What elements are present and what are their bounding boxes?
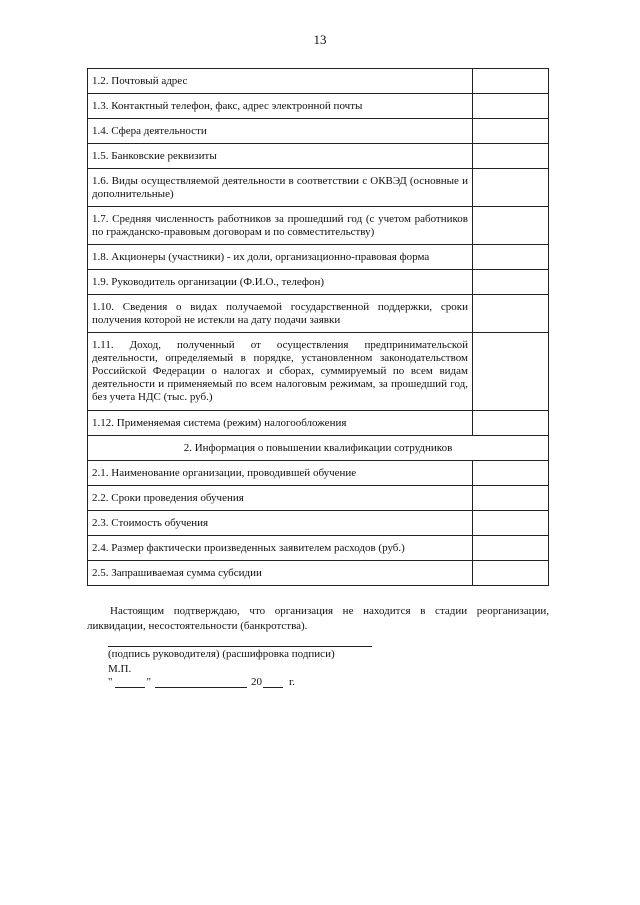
table-row xyxy=(88,333,549,411)
table-row xyxy=(88,461,549,486)
row-value-2-3[interactable] xyxy=(473,511,549,536)
month-blank[interactable] xyxy=(155,676,247,688)
row-value-2-1[interactable] xyxy=(473,461,549,486)
stamp-label: М.П. xyxy=(108,663,132,675)
application-form-table xyxy=(87,68,549,586)
row-label-2-1: 2.1. Наименование организации, проводившей обучение xyxy=(88,461,473,486)
row-value-1-8[interactable] xyxy=(473,245,549,270)
page-number: 13 xyxy=(313,32,327,47)
section-header-row xyxy=(88,436,549,461)
table-row xyxy=(88,486,549,511)
row-label-1-7: 1.7. Средняя численность работников за прошедший год (с учетом работников по гражданско-правовым договорам и по совместительству) xyxy=(88,207,473,245)
table-row xyxy=(88,169,549,207)
row-value-1-7[interactable] xyxy=(473,207,549,245)
row-label-1-2: 1.2. Почтовый адрес xyxy=(88,69,473,94)
row-label-1-8: 1.8. Акционеры (участники) - их доли, организационно-правовая форма xyxy=(88,245,473,270)
table-row xyxy=(88,144,549,169)
table-row xyxy=(88,245,549,270)
row-label-2-5: 2.5. Запрашиваемая сумма субсидии xyxy=(88,561,473,586)
table-row xyxy=(88,119,549,144)
table-row xyxy=(88,536,549,561)
table-row xyxy=(88,561,549,586)
row-label-1-5: 1.5. Банковские реквизиты xyxy=(88,144,473,169)
table-row xyxy=(88,511,549,536)
date-row xyxy=(108,676,295,688)
section-2-title: 2. Информация о повышении квалификации сотрудников xyxy=(88,436,549,461)
row-label-1-9: 1.9. Руководитель организации (Ф.И.О., телефон) xyxy=(88,270,473,295)
row-value-1-10[interactable] xyxy=(473,295,549,333)
row-value-1-6[interactable] xyxy=(473,169,549,207)
table-row xyxy=(88,270,549,295)
row-value-1-3[interactable] xyxy=(473,94,549,119)
year-blank[interactable] xyxy=(263,676,283,688)
row-value-1-11[interactable] xyxy=(473,333,549,411)
row-label-1-4: 1.4. Сфера деятельности xyxy=(88,119,473,144)
row-value-1-5[interactable] xyxy=(473,144,549,169)
row-label-1-10: 1.10. Сведения о видах получаемой государственной поддержки, сроки получения которой не истекли на дату подачи заявки xyxy=(88,295,473,333)
row-label-2-4: 2.4. Размер фактически произведенных заявителем расходов (руб.) xyxy=(88,536,473,561)
row-value-2-5[interactable] xyxy=(473,561,549,586)
signature-line[interactable] xyxy=(108,646,372,647)
row-value-2-4[interactable] xyxy=(473,536,549,561)
year-prefix: 20 xyxy=(251,676,262,688)
date-quote-open: " xyxy=(108,676,113,688)
year-suffix: г. xyxy=(289,676,296,688)
table-row xyxy=(88,94,549,119)
row-value-1-2[interactable] xyxy=(473,69,549,94)
signature-caption: (подпись руководителя) (расшифровка подписи) xyxy=(108,648,335,660)
date-quote-close: " xyxy=(146,676,151,688)
table-row xyxy=(88,69,549,94)
row-value-2-2[interactable] xyxy=(473,486,549,511)
day-blank[interactable] xyxy=(115,676,145,688)
table-row xyxy=(88,295,549,333)
row-value-1-9[interactable] xyxy=(473,270,549,295)
table-row xyxy=(88,411,549,436)
row-label-1-11: 1.11. Доход, полученный от осуществления предпринимательской деятельности, определяемый в порядке, установленном законодательством Российской Федерации о налогах и сборах, суммируемый по всем видам деятельности и применяемый по всем налоговым режимам, за прошедший год, без учета НДС (тыс. руб.) xyxy=(88,333,473,411)
row-label-1-6: 1.6. Виды осуществляемой деятельности в соответствии с ОКВЭД (основные и дополнительные) xyxy=(88,169,473,207)
row-value-1-4[interactable] xyxy=(473,119,549,144)
row-label-1-12: 1.12. Применяемая система (режим) налогообложения xyxy=(88,411,473,436)
row-label-1-3: 1.3. Контактный телефон, факс, адрес электронной почты xyxy=(88,94,473,119)
table-row xyxy=(88,207,549,245)
confirmation-statement: Настоящим подтверждаю, что организация не находится в стадии реорганизации, ликвидации, несостоятельности (банкротства). xyxy=(87,605,549,632)
row-label-2-2: 2.2. Сроки проведения обучения xyxy=(88,486,473,511)
row-label-2-3: 2.3. Стоимость обучения xyxy=(88,511,473,536)
row-value-1-12[interactable] xyxy=(473,411,549,436)
